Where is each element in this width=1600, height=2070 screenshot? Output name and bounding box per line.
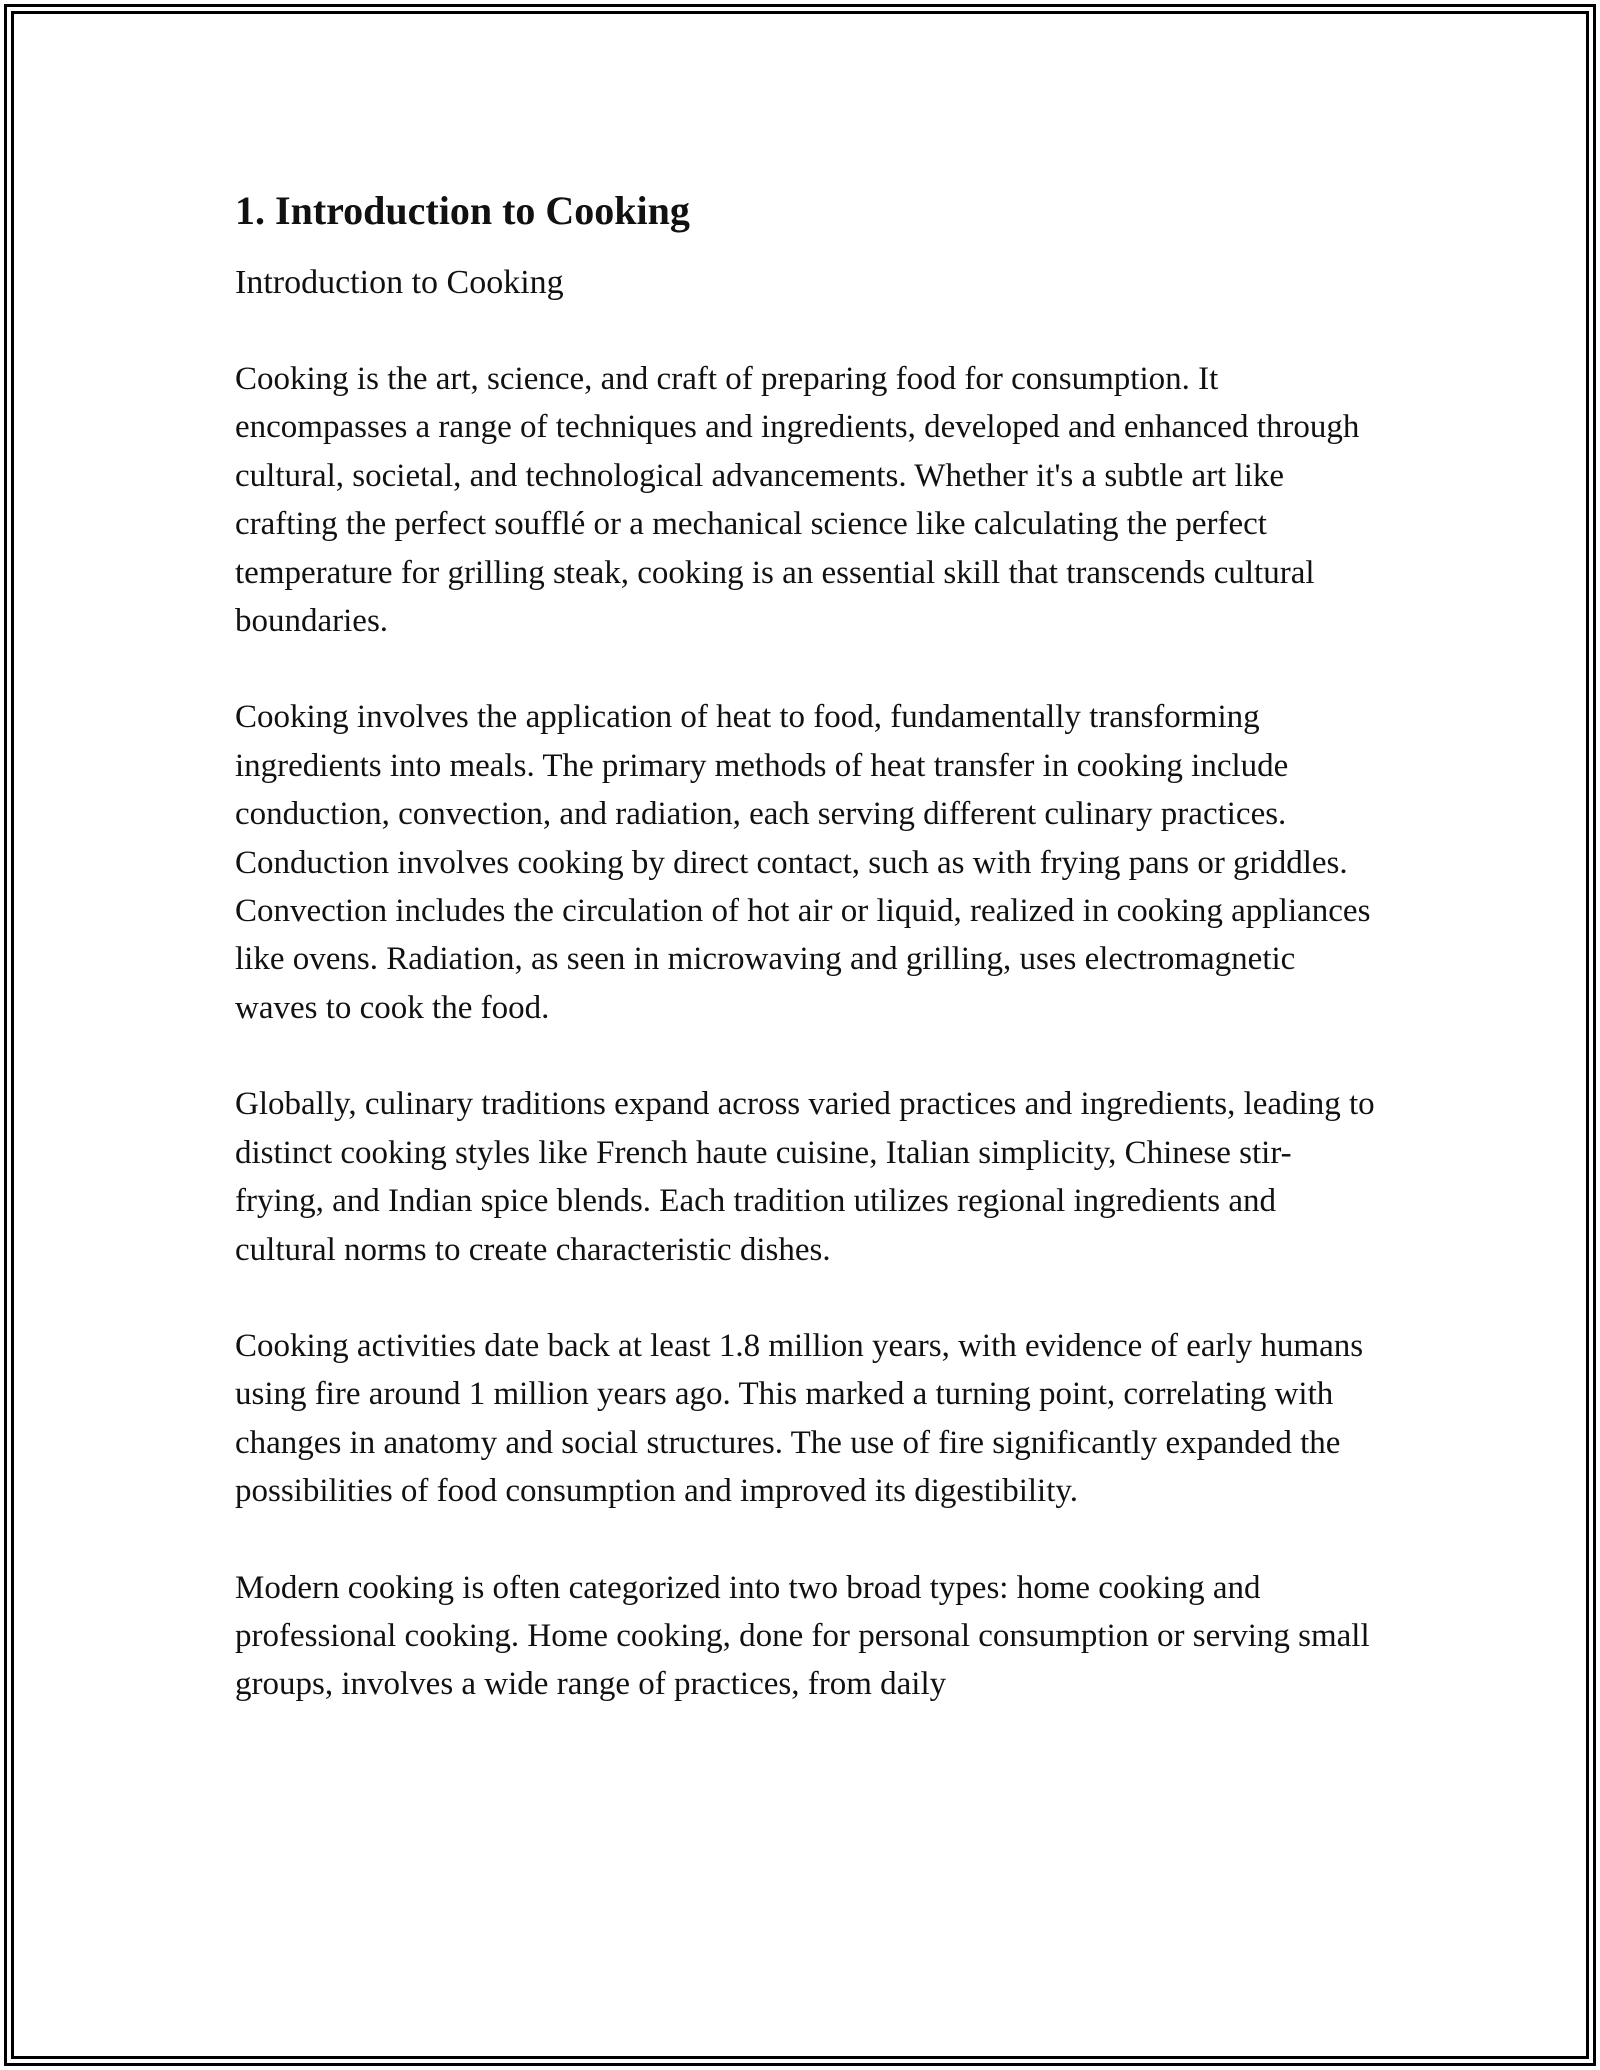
paragraph-culinary-traditions: Globally, culinary traditions expand across varied practices and ingredients, leading to distinct cooking styles like French haute cuisine, Italian simplicity, Chinese stir-frying, and Indian spice blends. Each tradition utilizes regional ingredients and cultural norms to create characteristic dishes. <box>235 1086 1375 1268</box>
paragraph-cooking-history: Cooking activities date back at least 1.8 million years, with evidence of early humans using fire around 1 million years ago. This marked a turning point, correlating with changes in anatomy and social structures. The use of fire significantly expanded the possibilities of food consumption and improved its digestibility. <box>235 1327 1364 1510</box>
section-subtitle: Introduction to Cooking <box>235 264 564 301</box>
document-body <box>235 185 1375 1757</box>
paragraph-cooking-definition: Cooking is the art, science, and craft of preparing food for consumption. It encompasses a range of techniques and ingredients, developed and enhanced through cultural, societal, and technological advancements. Whether it's a subtle art like crafting the perfect soufflé or a mechanical science like calculating the perfect temperature for grilling steak, cooking is an essential skill that transcends cultural boundaries. <box>235 361 1360 640</box>
paragraph-modern-cooking: Modern cooking is often categorized into two broad types: home cooking and professional cooking. Home cooking, done for personal consumption or serving small groups, involves a wide range of practices, from daily <box>235 1569 1370 1703</box>
paragraph-heat-transfer: Cooking involves the application of heat to food, fundamentally transforming ingredients into meals. The primary methods of heat transfer in cooking include conduction, convection, and radiation, each serving different culinary practices. Conduction involves cooking by direct contact, such as with frying pans or griddles. Convection includes the circulation of hot air or liquid, realized in cooking appliances like ovens. Radiation, as seen in microwaving and grilling, uses electromagnetic waves to cook the food. <box>235 699 1371 1026</box>
section-heading: 1. Introduction to Cooking <box>235 188 690 233</box>
